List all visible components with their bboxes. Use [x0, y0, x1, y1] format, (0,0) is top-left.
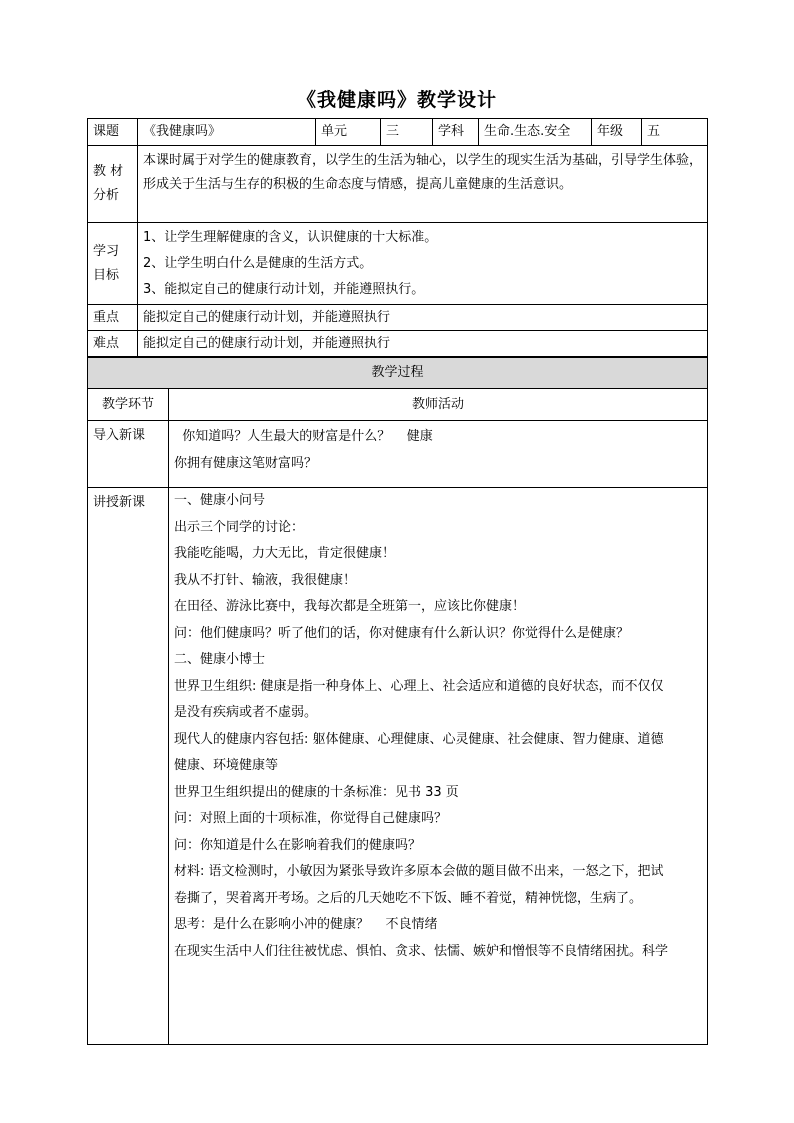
intro-line: 你拥有健康这笔财富吗？ — [174, 455, 318, 471]
goals-label-line2: 目标 — [93, 267, 120, 283]
intro-line: 你知道吗？人生最大的财富是什么？ 健康 — [174, 429, 433, 444]
lecture-line: 问：他们健康吗？听了他们的话，你对健康有什么新认识？你觉得什么是健康？ — [174, 625, 630, 641]
lecture-line: 材料: 语文检测时，小敏因为紧张导致许多原本会做的题目做不出来，一怒之下，把试 — [174, 864, 664, 879]
analysis-label-line2: 分析 — [93, 188, 120, 203]
lecture-line: 在现实生活中人们往往被忧虑、惧怕、贪求、怯懦、嫉妒和憎恨等不良情绪困扰。科学 — [174, 943, 669, 959]
intro-label: 导入新课 — [88, 421, 169, 488]
lecture-line: 是没有疾病或者不虚弱。 — [174, 705, 318, 720]
lecture-content — [169, 488, 708, 1045]
lecture-line: 世界卫生组织提出的健康的十条标准：见书 33 页 — [174, 784, 459, 800]
difficulty-row — [88, 331, 708, 357]
intro-row — [88, 421, 708, 488]
col-stage-header: 教学环节 — [88, 389, 169, 421]
difficulty-text: 能拟定自己的健康行动计划，并能遵照执行 — [138, 331, 708, 357]
key-point-row — [88, 305, 708, 331]
analysis-text: 本课时属于对学生的健康教育，以学生的生活为轴心，以学生的现实生活为基础，引导学生体验，形成关于生活与生存的积极的生命态度与情感，提高儿童健康的生活意识。 — [138, 146, 708, 223]
goal-item: 2、让学生明白什么是健康的生活方式。 — [143, 255, 373, 271]
lecture-line: 健康、环境健康等 — [174, 758, 279, 773]
goals-list — [138, 223, 708, 305]
process-header: 教学过程 — [88, 358, 708, 389]
col-activity-header: 教师活动 — [169, 389, 708, 421]
page-title: 《我健康吗》教学设计 — [296, 89, 497, 111]
lecture-line: 卷撕了，哭着离开考场。之后的几天她吃不下饭、睡不着觉，精神恍惚，生病了。 — [174, 890, 643, 906]
lecture-line: 世界卫生组织: 健康是指一种身体上、心理上、社会适应和道德的良好状态，而不仅仅 — [174, 678, 664, 694]
goals-label — [88, 223, 138, 305]
key-point-text: 能拟定自己的健康行动计划，并能遵照执行 — [138, 305, 708, 331]
goal-item: 1、让学生理解健康的含义，认识健康的十大标准。 — [143, 229, 438, 245]
topic-value: 《我健康吗》 — [138, 119, 316, 146]
analysis-label-line1: 教 材 — [93, 164, 124, 179]
process-header-row — [88, 358, 708, 389]
subject-label: 学科 — [433, 119, 479, 146]
unit-value: 三 — [381, 119, 433, 146]
lecture-line: 在田径、游泳比赛中，我每次都是全班第一，应该比你健康！ — [174, 599, 526, 614]
goals-row — [88, 223, 708, 305]
topic-label: 课题 — [88, 119, 138, 146]
lecture-line: 思考：是什么在影响小冲的健康？ 不良情绪 — [174, 917, 438, 932]
lecture-label: 讲授新课 — [88, 488, 169, 1045]
key-point-label: 重点 — [88, 305, 138, 331]
analysis-label — [88, 146, 138, 223]
subject-value: 生命.生态.安全 — [479, 119, 592, 146]
process-columns-row — [88, 389, 708, 421]
lecture-row — [88, 488, 708, 1045]
info-row — [88, 119, 708, 146]
goal-item: 3、能拟定自己的健康行动计划，并能遵照执行。 — [143, 281, 425, 297]
grade-label: 年级 — [592, 119, 642, 146]
process-table — [87, 357, 708, 1045]
analysis-row — [88, 146, 708, 223]
intro-content — [169, 421, 708, 488]
lecture-line: 一、健康小问号 — [174, 493, 266, 508]
lecture-line: 问：你知道是什么在影响着我们的健康吗？ — [174, 837, 422, 853]
lecture-line: 二、健康小博士 — [174, 652, 266, 667]
lecture-line: 出示三个同学的讨论： — [174, 519, 305, 535]
lecture-line: 我能吃能喝，力大无比，肯定很健康！ — [174, 546, 396, 561]
lesson-info-table — [87, 118, 708, 357]
lecture-line: 我从不打针、输液，我很健康！ — [174, 572, 357, 588]
lecture-line: 现代人的健康内容包括: 躯体健康、心理健康、心灵健康、社会健康、智力健康、道德 — [174, 731, 664, 747]
unit-label: 单元 — [316, 119, 381, 146]
grade-value: 五 — [642, 119, 708, 146]
lecture-line: 问：对照上面的十项标准，你觉得自己健康吗？ — [174, 811, 448, 826]
difficulty-label: 难点 — [88, 331, 138, 357]
goals-label-line1: 学习 — [93, 243, 120, 259]
